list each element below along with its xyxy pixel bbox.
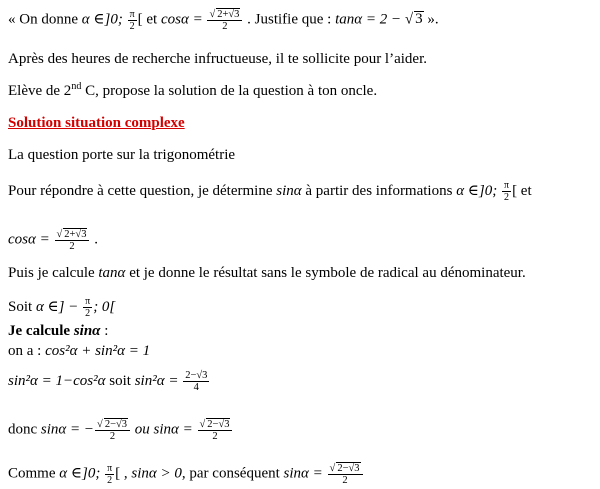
math-text: tanα — [98, 265, 126, 281]
text: à partir des informations — [301, 182, 457, 199]
denominator: 2 — [129, 20, 135, 32]
denominator: 2 — [109, 431, 116, 442]
numerator — [207, 8, 242, 21]
sqrt-symbol: √ — [97, 419, 103, 430]
math-text: sinα = — [283, 465, 327, 482]
text: [ et — [512, 182, 532, 199]
text: La question porte sur la trigonométrie — [8, 147, 236, 163]
radicand: 2−√3 — [337, 463, 360, 474]
numerator: π — [85, 296, 91, 307]
fraction-sin-negative — [95, 418, 130, 442]
fraction-sin-positive — [198, 418, 233, 442]
radicand: 2+√3 — [217, 9, 240, 20]
text: Elève de 2 — [8, 83, 72, 99]
math-text: tanα = 2 − — [335, 11, 405, 28]
math-text: ou sinα = — [131, 421, 197, 438]
fraction-pi-over-2 — [83, 296, 92, 319]
sqrt-symbol: √ — [56, 229, 63, 240]
text: Pour répondre à cette question, je détermine — [8, 182, 277, 199]
line-6 — [8, 180, 532, 203]
line-8 — [8, 264, 526, 282]
text: : — [100, 323, 109, 339]
line-1 — [8, 8, 439, 32]
math-text: α ∈]0; — [81, 11, 127, 28]
fraction-cos-value — [207, 8, 242, 32]
math-text: cosα = — [160, 11, 207, 28]
numerator: π — [504, 180, 510, 191]
math-text: α ∈]0; — [456, 182, 501, 199]
line-10 — [8, 322, 108, 340]
sqrt-symbol: √ — [329, 463, 336, 474]
denominator: 2 — [504, 192, 510, 203]
radicand: 2+√3 — [64, 229, 87, 240]
denominator: 2 — [107, 474, 113, 486]
numerator — [55, 228, 90, 241]
math-text: ; 0[ — [93, 298, 116, 315]
radicand: 2−√3 — [207, 419, 230, 430]
math-text: cosα = — [8, 231, 54, 248]
fraction-pi-over-2 — [128, 9, 137, 32]
line-7 — [8, 228, 98, 252]
math-text: α ∈]0; — [59, 465, 105, 482]
solution-title: Solution situation complexe — [8, 115, 185, 131]
math-text: sin²α = — [134, 372, 183, 389]
text: « On donne — [8, 11, 82, 28]
text: Après des heures de recherche infructueuse, il te sollicite pour l’aider. — [8, 51, 427, 67]
numerator: π — [129, 8, 135, 20]
math-text: sinα — [276, 182, 302, 199]
text: Comme — [8, 465, 60, 482]
fraction-sin-squared — [183, 370, 209, 393]
text: donc — [8, 421, 41, 438]
numerator — [328, 462, 363, 475]
denominator: 2 — [85, 308, 91, 319]
denominator: 4 — [193, 382, 199, 393]
text: C, propose la solution de la question à ton oncle. — [81, 83, 378, 99]
text: [ et — [137, 11, 161, 28]
text: et je donne le résultat sans le symbole de radical au dénominateur. — [125, 265, 526, 281]
text: Je calcule — [8, 323, 74, 339]
line-3 — [8, 82, 377, 100]
numerator: 2−√3 — [185, 370, 208, 381]
radicand: 3 — [415, 11, 423, 28]
fraction-cos-value — [55, 228, 90, 252]
fraction-pi-over-2 — [502, 180, 511, 203]
denominator: 2 — [342, 475, 348, 486]
text: Soit — [8, 298, 36, 315]
text: , par conséquent — [181, 465, 284, 482]
sqrt-symbol: √ — [199, 419, 206, 430]
line-14 — [8, 462, 364, 486]
line-12 — [8, 370, 210, 393]
text: Puis je calcule — [8, 265, 99, 281]
math-text: sinα — [73, 323, 101, 339]
math-text: sinα > 0 — [131, 465, 182, 482]
math-text: sinα = − — [40, 421, 95, 438]
sqrt-symbol: √ — [209, 9, 216, 20]
radicand: 2−√3 — [104, 419, 127, 430]
numerator: π — [107, 462, 113, 474]
math-text: cos²α + sin²α = 1 — [45, 343, 151, 359]
denominator: 2 — [212, 431, 218, 442]
numerator — [95, 418, 130, 431]
text: on a : — [8, 343, 46, 359]
text: . Justifie que : — [243, 11, 336, 28]
line-2 — [8, 50, 427, 68]
superscript: nd — [71, 81, 82, 92]
denominator: 2 — [222, 21, 228, 32]
math-text: α ∈] − — [35, 298, 83, 315]
line-5 — [8, 146, 235, 164]
text: soit — [105, 372, 135, 389]
numerator — [198, 418, 233, 431]
line-11 — [8, 342, 150, 360]
section-title — [8, 114, 185, 132]
text: ». — [423, 11, 439, 28]
line-9 — [8, 296, 115, 319]
line-13 — [8, 418, 233, 442]
denominator: 2 — [69, 241, 75, 252]
sqrt-symbol: √ — [404, 11, 414, 28]
text: . — [90, 231, 98, 248]
math-text: sin²α = 1−cos²α — [8, 372, 106, 389]
text: [ , — [115, 465, 132, 482]
fraction-sin-final — [328, 462, 363, 486]
fraction-pi-over-2 — [105, 463, 114, 486]
